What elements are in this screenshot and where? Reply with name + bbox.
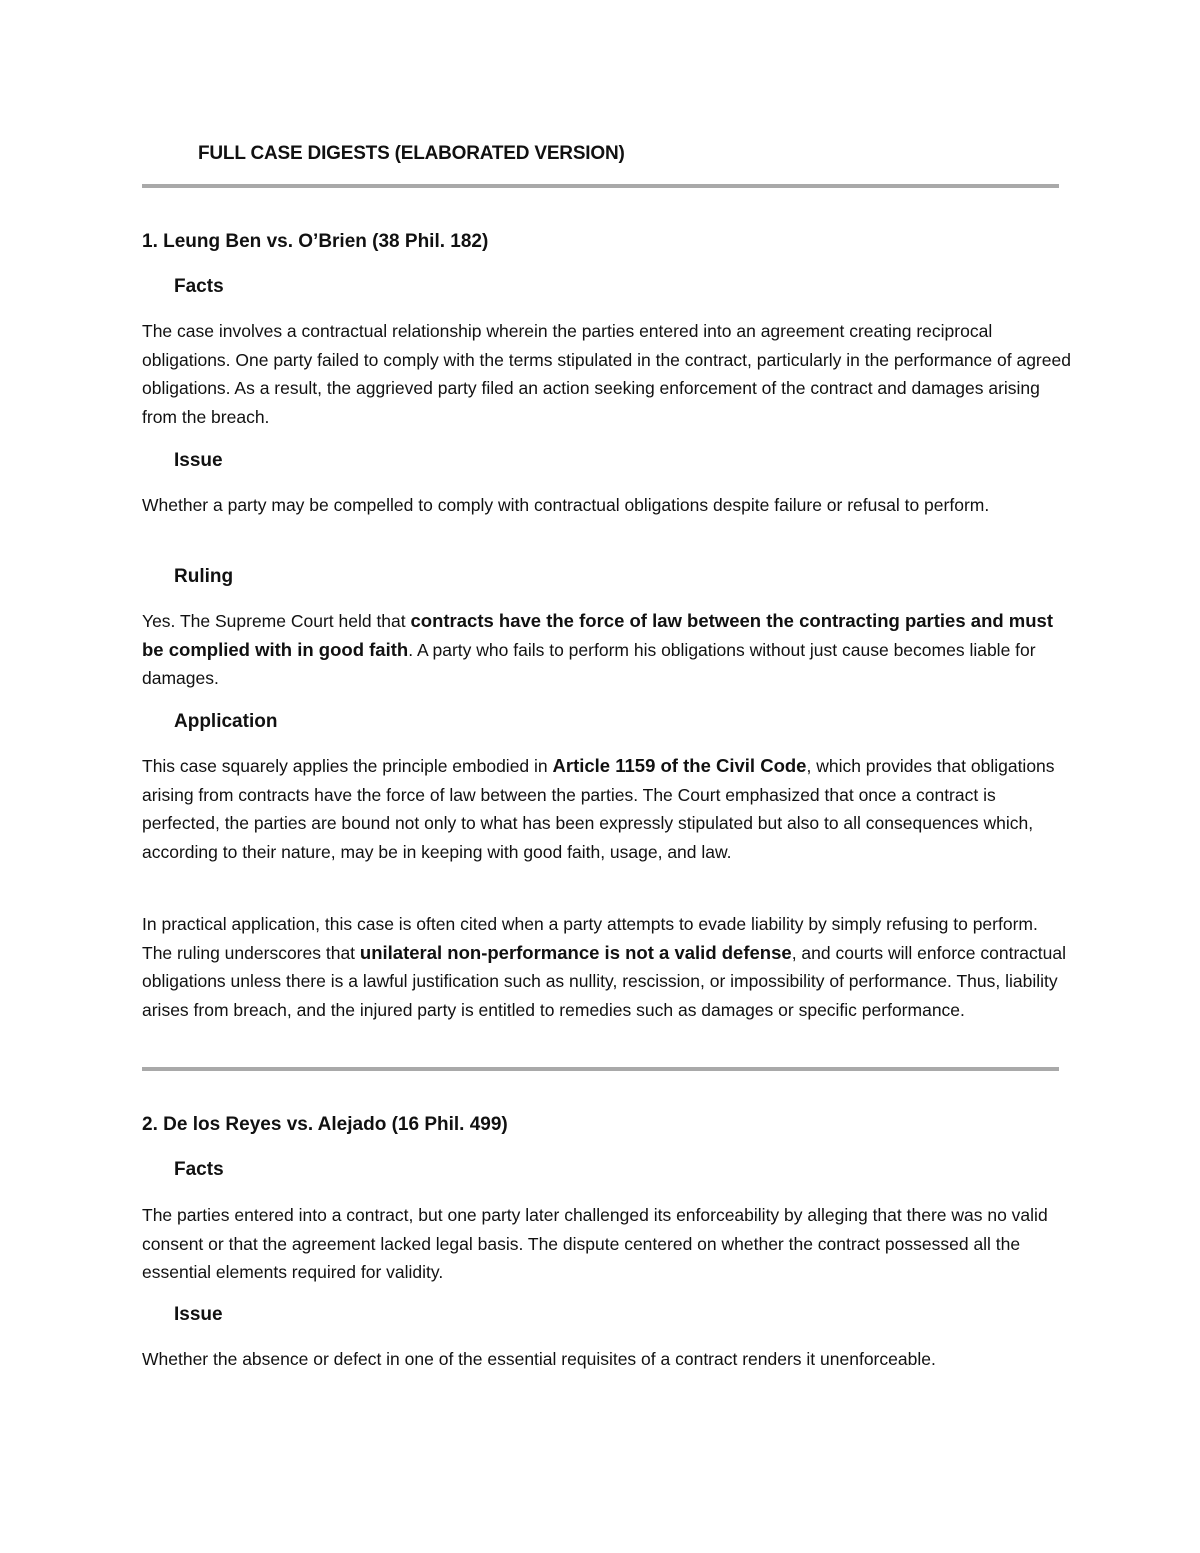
case-1-issue-heading: Issue (174, 450, 223, 471)
case-1-application-heading: Application (174, 711, 278, 732)
case-1-facts-text: The case involves a contractual relationship wherein the parties entered into an agreement creating reciprocal obligations. One party failed to comply with the terms stipulated in the contract, particularly in the performance of agreed obligations. As a result, the aggrieved party filed an action seeking enforcement of the contract and damages arising from the breach. (142, 321, 1071, 428)
case-2-title: 2. De los Reyes vs. Alejado (16 Phil. 499) (142, 1114, 508, 1135)
case-1-issue-text: Whether a party may be compelled to comply with contractual obligations despite failure or refusal to perform. (142, 495, 990, 515)
case-1-application-paragraph-2 (142, 910, 1072, 1025)
application-1-text-start: This case squarely applies the principle embodied in (142, 756, 553, 776)
case-1-ruling-heading: Ruling (174, 566, 234, 587)
ruling-text-end: . A party who fails to perform his obligations without just cause becomes liable for damages. (142, 639, 1036, 689)
document-title: FULL CASE DIGESTS (ELABORATED VERSION) (198, 143, 625, 164)
article-reference: Article 1159 of the Civil Code (552, 755, 807, 776)
case-1-facts-heading: Facts (174, 276, 224, 297)
case-1-ruling-text (142, 607, 1072, 693)
application-2-emphasis: unilateral non-performance is not a valid defense (359, 941, 792, 963)
horizontal-rule (142, 184, 1059, 188)
case-1-application-paragraph-1 (142, 752, 1072, 867)
case-2-facts-text: The parties entered into a contract, but one party later challenged its enforceability by alleging that there was no valid consent or that the agreement lacked legal basis. The dispute centered on whether the contract possessed all the essential elements required for validity. (142, 1205, 1048, 1283)
application-2-text-start: In practical application, this case is often cited when a party attempts to evade liability by simply refusing to perform. The ruling underscores that (142, 914, 1038, 963)
case-2-issue-heading: Issue (174, 1304, 223, 1325)
case-1-title: 1. Leung Ben vs. O’Brien (38 Phil. 182) (142, 231, 489, 252)
application-2-text-end: , and courts will enforce contractual obligations unless there is a lawful justification such as nullity, rescission, or impossibility of performance. Thus, liability arises from breach, and the injured party is entitled to remedies such as damages or specific performance. (142, 942, 1066, 1021)
ruling-text-start: Yes. The Supreme Court held that (142, 611, 411, 631)
application-1-text-end: , which provides that obligations arising from contracts have the force of law between the parties. The Court emphasized that once a contract is perfected, the parties are bound not only to what has been expressly stipulated but also to all consequences which, according to their nature, may be in keeping with good faith, usage, and law. (142, 756, 1055, 863)
case-2-facts-heading: Facts (174, 1159, 224, 1180)
horizontal-rule (142, 1067, 1059, 1071)
ruling-emphasis: contracts have the force of law between the contracting parties and must be complied with in good faith (142, 610, 1054, 660)
case-2-issue-text: Whether the absence or defect in one of the essential requisites of a contract renders it unenforceable. (142, 1349, 936, 1369)
